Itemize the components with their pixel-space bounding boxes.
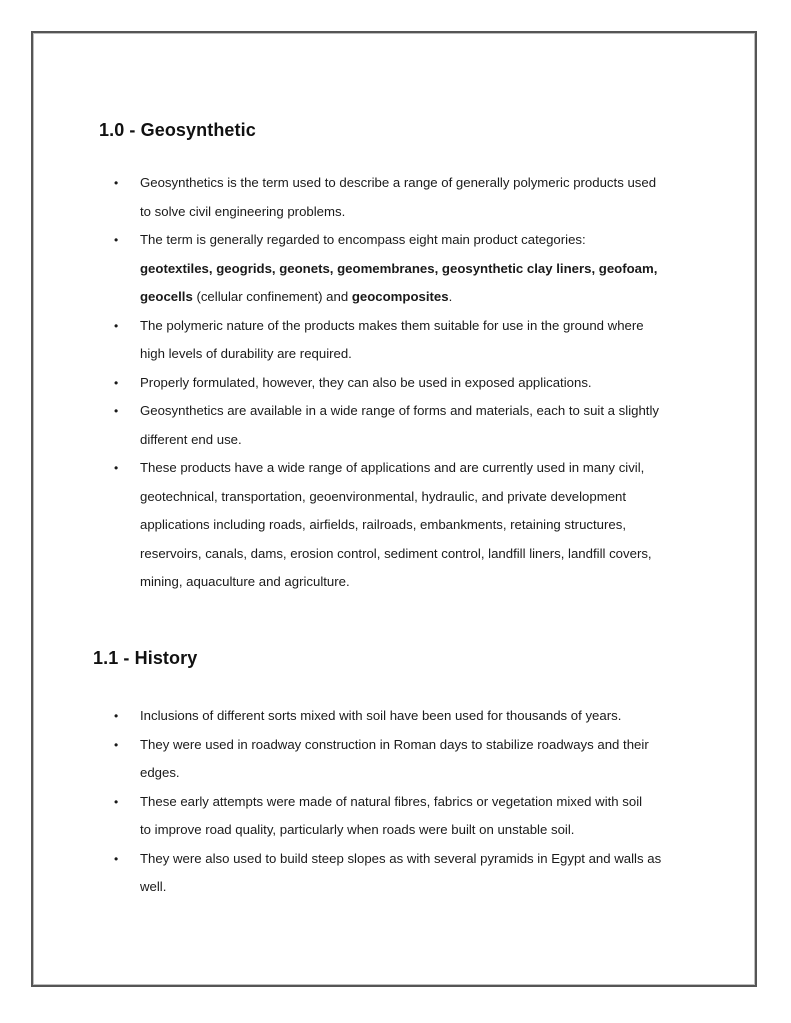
list-item-line: well.	[140, 879, 167, 894]
geocomposites-bold: geocomposites	[351, 289, 449, 304]
list-item-line: geotechnical, transportation, geoenvironmental, hydraulic, and private development	[140, 488, 627, 504]
list-item-line: Geosynthetics is the term used to describe a range of generally polymeric products used	[140, 175, 657, 190]
geocells-bold: geocells	[140, 289, 193, 304]
product-categories-bold: geotextiles, geogrids, geonets, geomembranes, geosynthetic clay liners, geofoam,	[140, 260, 658, 276]
list-item-line: These early attempts were made of natural fibres, fabrics or vegetation mixed with soil	[140, 793, 643, 809]
bullet-dot: •	[114, 709, 119, 723]
section-heading-geosynthetic: 1.0 - Geosynthetic	[99, 120, 256, 140]
list-item-line: Geosynthetics are available in a wide range of forms and materials, each to suit a slightly	[140, 403, 659, 418]
list-item-line: The polymeric nature of the products makes them suitable for use in the ground where	[140, 317, 644, 333]
list-item-line: They were used in roadway construction in Roman days to stabilize roadways and their	[140, 736, 649, 752]
list-item-line: mining, aquaculture and agriculture.	[140, 574, 350, 589]
list-item	[114, 226, 714, 312]
section-heading-history: 1.1 - History	[93, 648, 198, 668]
list-item-line: They were also used to build steep slopes as with several pyramids in Egypt and walls as	[140, 850, 662, 866]
list-item-line: high levels of durability are required.	[140, 346, 352, 361]
cellular-confinement-text: (cellular confinement) and	[192, 289, 352, 304]
list-item	[114, 788, 714, 845]
list-item-line	[140, 283, 714, 312]
list-item-line: to improve road quality, particularly when roads were built on unstable soil.	[140, 822, 575, 837]
bullet-dot: •	[114, 851, 119, 866]
list-item-line: applications including roads, airfields, railroads, embankments, retaining structures,	[140, 517, 626, 532]
list-item-line: different end use.	[140, 431, 242, 447]
list-item-line: to solve civil engineering problems.	[140, 203, 346, 219]
list-item	[114, 369, 714, 398]
list-item	[114, 454, 714, 597]
list-item	[114, 397, 714, 454]
line-end-period: .	[448, 289, 453, 304]
bullet-dot: •	[114, 375, 119, 390]
bullet-dot: •	[114, 176, 119, 190]
bullet-dot: •	[114, 461, 119, 475]
list-item	[114, 845, 714, 902]
list-item-line: These products have a wide range of applications and are currently used in many civil,	[140, 460, 645, 475]
list-item	[114, 702, 714, 731]
list-item	[114, 731, 714, 788]
bullet-dot: •	[114, 318, 119, 333]
list-item-line: The term is generally regarded to encompass eight main product categories:	[140, 232, 586, 247]
geosynthetic-bullet-list	[114, 169, 714, 597]
list-item-line-bold	[140, 255, 714, 284]
list-item-line: Properly formulated, however, they can also be used in exposed applications.	[140, 374, 592, 390]
history-bullet-list	[114, 702, 714, 902]
bullet-dot: •	[114, 794, 119, 809]
bullet-dot: •	[114, 404, 119, 418]
bullet-dot: •	[114, 233, 119, 247]
list-item	[114, 312, 714, 369]
list-item	[114, 169, 714, 226]
list-item-line: reservoirs, canals, dams, erosion control, sediment control, landfill liners, landfill covers,	[140, 545, 652, 561]
list-item-line: Inclusions of different sorts mixed with soil have been used for thousands of years.	[140, 708, 622, 723]
bullet-dot: •	[114, 737, 119, 752]
list-item-line: edges.	[140, 765, 180, 780]
